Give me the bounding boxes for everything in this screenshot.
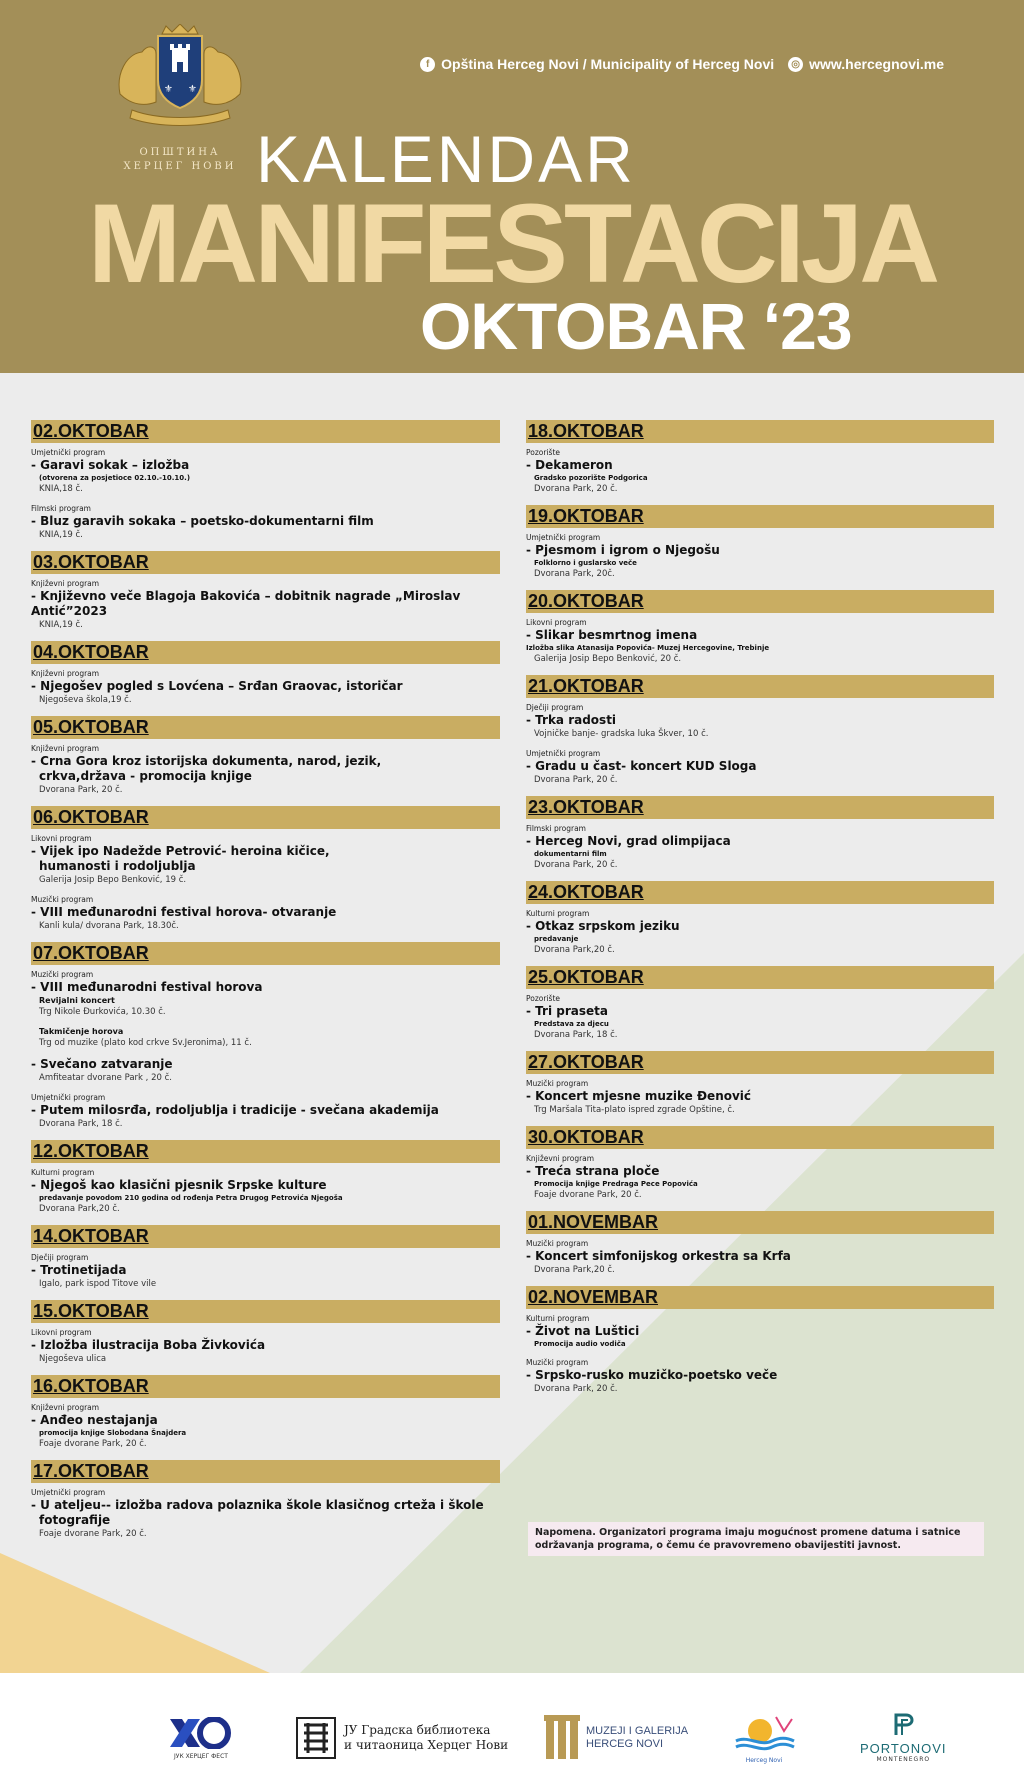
facebook-icon: f (420, 57, 435, 72)
event-title (31, 1057, 500, 1072)
day-block (526, 796, 994, 871)
event-subtitle: predavanje povodom 210 godina od rođenja Petra Drugog Petrovića Njegoša (39, 1194, 343, 1202)
day-block (526, 675, 994, 786)
event-category: Likovni program (31, 1328, 92, 1337)
day-block (526, 1126, 994, 1201)
herceg-fest-logo-icon (168, 1717, 234, 1749)
event-title (526, 543, 994, 558)
day-block (31, 942, 500, 1130)
event-item (31, 833, 500, 886)
date-label: 15.OKTOBAR (33, 1301, 149, 1321)
event-title-line1: - Književno veče Blagoja Bakovića – dobitnik nagrade „Miroslav Antić”2023 (31, 589, 461, 618)
event-title-line1: - Pjesmom i igrom o Njegošu (526, 543, 720, 557)
event-item (526, 1153, 994, 1201)
event-item (526, 1078, 994, 1116)
event-title-line1: - Izložba ilustracija Boba Živkovića (31, 1338, 266, 1352)
event-subtitle: Izložba slika Atanasija Popovića- Muzej Hercegovine, Trebinje (526, 644, 770, 652)
event-category: Kulturni program (526, 1314, 590, 1323)
event-subtitle: dokumentarni film (534, 850, 607, 858)
event-category: Kulturni program (31, 1168, 95, 1177)
event-category: Umjetnički program (31, 1488, 106, 1497)
event-subtitle: Promocija knjige Predraga Pece Popovića (534, 1180, 698, 1188)
event-item (526, 702, 994, 740)
social-links (420, 56, 944, 72)
event-category: Književni program (526, 1154, 595, 1163)
date-header (31, 806, 500, 829)
event-title (526, 834, 994, 849)
library-name-line1: ЈУ Градска библиотека (344, 1723, 491, 1737)
date-header (31, 1225, 500, 1248)
event-category: Muzički program (526, 1239, 589, 1248)
event-subtitle: Gradsko pozorište Podgorica (534, 474, 648, 482)
event-category: Muzički program (526, 1079, 589, 1088)
event-item (31, 1327, 500, 1365)
tourism-caption: Herceg Novi (745, 1756, 783, 1764)
day-block (31, 1140, 500, 1215)
event-title (526, 1164, 994, 1179)
event-category: Dječiji program (31, 1253, 89, 1262)
logo-city-library (296, 1713, 508, 1763)
event-title-line1: - U ateljeu-- izložba radova polaznika škole klasičnog crteža i škole (31, 1498, 484, 1512)
sponsor-footer (0, 1673, 1024, 1792)
event-title-line1: - Trka radosti (526, 713, 617, 727)
event-title-line1: - Njegoš kao klasični pjesnik Srpske kulture (31, 1178, 327, 1192)
event-title-line2: crkva,država - promocija knjige (39, 769, 252, 783)
date-header (526, 796, 994, 819)
event-item (31, 1167, 500, 1215)
day-block (526, 1211, 994, 1276)
date-header (31, 1460, 500, 1483)
date-header (526, 1126, 994, 1149)
event-title (31, 1178, 500, 1193)
tourism-logo-icon (732, 1713, 796, 1753)
day-block (31, 716, 500, 796)
date-label: 02.NOVEMBAR (528, 1287, 659, 1307)
day-block (526, 966, 994, 1041)
day-block (31, 420, 500, 541)
event-item (31, 1252, 500, 1290)
event-category: Umjetnički program (526, 533, 601, 542)
date-header (526, 1286, 994, 1309)
event-venue: KNIA,19 č. (39, 530, 83, 540)
event-title (31, 844, 500, 874)
event-venue: Trg od muzike (plato kod crkve Sv.Jeronima), 11 č. (39, 1038, 252, 1048)
event-title-line1: - Slikar besmrtnog imena (526, 628, 698, 642)
event-title-line1: - Putem milosrđa, rodoljublja i tradicije - svečana akademija (31, 1103, 439, 1117)
date-header (526, 505, 994, 528)
event-title-line2: humanosti i rodoljublja (39, 859, 196, 873)
date-header (526, 1051, 994, 1074)
event-venue: Dvorana Park, 18 č. (39, 1119, 123, 1129)
event-item (526, 1357, 994, 1395)
event-venue: Foaje dvorane Park, 20 č. (534, 1190, 642, 1200)
day-block (31, 1300, 500, 1365)
event-title-line1: - Tri praseta (526, 1004, 608, 1018)
date-label: 21.OKTOBAR (528, 676, 644, 696)
event-title (31, 754, 500, 784)
header-banner (0, 0, 1024, 373)
portonovi-name: PORTONOVI (860, 1741, 947, 1756)
event-title (526, 1324, 994, 1339)
event-title-line1: - Koncert mjesne muzike Đenović (526, 1089, 752, 1103)
event-category: Muzički program (526, 1358, 589, 1367)
event-item (31, 1092, 500, 1130)
event-venue: Dvorana Park, 18 č. (534, 1030, 618, 1040)
event-item (526, 908, 994, 956)
library-name-line2: и читаоница Херцег Нови (344, 1738, 509, 1752)
event-venue: Dvorana Park,20 č. (534, 945, 615, 955)
event-venue: Dvorana Park, 20 č. (534, 484, 618, 494)
date-header (526, 1211, 994, 1234)
event-category: Umjetnički program (31, 448, 106, 457)
logo-museums-gallery (544, 1713, 688, 1763)
portonovi-country: MONTENEGRO (876, 1756, 931, 1763)
event-item (31, 969, 500, 1018)
event-title (526, 1089, 994, 1104)
date-header (31, 942, 500, 965)
event-title-line1: - Vijek ipo Nadežde Petrović- heroina kičice, (31, 844, 330, 858)
date-header (31, 1140, 500, 1163)
event-venue: Kanli kula/ dvorana Park, 18.30č. (39, 921, 179, 931)
event-title-line1: - Život na Luštici (526, 1324, 640, 1338)
event-item (31, 1026, 500, 1049)
event-item (526, 447, 994, 495)
disclaimer-note: Napomena. Organizatori programa imaju mogućnost promene datuma i satnice održavanja programa, o čemu će pravovremeno obavijestiti javnost. (528, 1522, 984, 1556)
event-item (31, 578, 500, 631)
event-category: Filmski program (526, 824, 586, 833)
event-subtitle: Promocija audio vodiča (534, 1340, 626, 1348)
event-category: Muzički program (31, 895, 94, 904)
event-subtitle: Predstava za djecu (534, 1020, 609, 1028)
event-title (526, 1004, 994, 1019)
date-header (526, 420, 994, 443)
event-category: Dječiji program (526, 703, 584, 712)
event-title (526, 919, 994, 934)
date-label: 27.OKTOBAR (528, 1052, 644, 1072)
date-label: 04.OKTOBAR (33, 642, 149, 662)
event-category: Muzički program (31, 970, 94, 979)
event-item (31, 447, 500, 495)
event-title (526, 458, 994, 473)
event-category: Filmski program (31, 504, 91, 513)
date-header (31, 716, 500, 739)
event-title-line1: - Gradu u čast- koncert KUD Sloga (526, 759, 757, 773)
museum-name-line1: MUZEJI I GALERIJA (586, 1725, 689, 1737)
event-item (31, 1487, 500, 1540)
event-title (31, 458, 500, 473)
event-category: Umjetnički program (526, 749, 601, 758)
event-title (31, 905, 500, 920)
date-label: 03.OKTOBAR (33, 552, 149, 572)
title-manifestacija: MANIFESTACIJA (87, 181, 937, 306)
event-title-line1: - Bluz garavih sokaka – poetsko-dokumentarni film (31, 514, 374, 528)
event-title-line1: - VIII međunarodni festival horova (31, 980, 263, 994)
event-title-line1: - Otkaz srpskom jeziku (526, 919, 680, 933)
event-venue: Njegoševa škola,19 č. (39, 695, 132, 705)
date-label: 14.OKTOBAR (33, 1226, 149, 1246)
schedule-right-column (526, 420, 994, 1405)
event-venue: Igalo, park ispod Titove vile (39, 1279, 157, 1289)
title-month: OKTOBAR ‘23 (420, 289, 852, 363)
event-venue: Dvorana Park, 20 č. (534, 860, 618, 870)
date-label: 24.OKTOBAR (528, 882, 644, 902)
event-venue: Foaje dvorane Park, 20 č. (39, 1439, 147, 1449)
day-block (526, 420, 994, 495)
event-item (526, 993, 994, 1041)
day-block (526, 1286, 994, 1395)
event-title (526, 713, 994, 728)
event-category: Književni program (31, 1403, 100, 1412)
event-title-line1: - Herceg Novi, grad olimpijaca (526, 834, 731, 848)
day-block (31, 806, 500, 932)
event-subtitle: Revijalni koncert (39, 996, 115, 1005)
event-category: Pozorište (526, 448, 560, 457)
facebook-link[interactable] (420, 56, 774, 72)
event-venue: Galerija Josip Bepo Benković, 20 č. (534, 654, 682, 664)
event-subtitle: (otvorena za posjetioce 02.10.-10.10.) (39, 474, 191, 482)
event-title (31, 1103, 500, 1118)
day-block (31, 1225, 500, 1290)
date-header (526, 881, 994, 904)
event-subtitle: predavanje (534, 935, 579, 943)
event-venue: Trg Maršala Tita-plato ispred zgrade Opštine, č. (534, 1105, 735, 1115)
date-header (31, 1375, 500, 1398)
event-venue: Dvorana Park, 20 č. (534, 1384, 618, 1394)
date-label: 18.OKTOBAR (528, 421, 644, 441)
facebook-label: Opština Herceg Novi / Municipality of Herceg Novi (441, 56, 775, 72)
event-subtitle: Folklorno i guslarsko veče (534, 559, 637, 567)
herceg-fest-caption: ЈУК ХЕРЦЕГ ФЕСТ (174, 1752, 228, 1760)
event-category: Kulturni program (526, 909, 590, 918)
date-label: 06.OKTOBAR (33, 807, 149, 827)
logo-herceg-fest (168, 1713, 234, 1763)
logo-herceg-novi-tourism (732, 1713, 796, 1763)
event-item (31, 668, 500, 706)
event-item (31, 1402, 500, 1450)
event-title-line2: fotografije (39, 1513, 111, 1527)
schedule-left-column (31, 420, 500, 1550)
event-title (526, 628, 994, 643)
event-title-line1: - VIII međunarodni festival horova- otvaranje (31, 905, 337, 919)
day-block (526, 881, 994, 956)
website-label: www.hercegnovi.me (809, 56, 944, 72)
coat-of-arms-icon (112, 24, 248, 128)
event-subtitle: promocija knjige Slobodana Šnajdera (39, 1429, 187, 1437)
event-title (31, 1263, 500, 1278)
event-title (31, 514, 500, 529)
day-block (31, 641, 500, 706)
globe-icon: ◎ (788, 57, 803, 72)
event-category: Umjetnički program (31, 1093, 106, 1102)
event-title-line1: - Njegošev pogled s Lovćena – Srđan Graovac, istoričar (31, 679, 403, 693)
event-venue: Galerija Josip Bepo Benković, 19 č. (39, 875, 187, 885)
title-kalendar: KALENDAR (256, 122, 636, 196)
event-title (31, 589, 500, 619)
event-venue: Amfiteatar dvorane Park , 20 č. (39, 1073, 172, 1083)
event-title (31, 1338, 500, 1353)
date-header (526, 966, 994, 989)
event-item (31, 894, 500, 932)
event-venue: Vojničke banje- gradska luka Škver, 10 č. (534, 729, 709, 739)
event-item (31, 743, 500, 796)
event-title (31, 980, 500, 995)
event-title-line1: - Trotinetijada (31, 1263, 127, 1277)
website-link[interactable] (788, 56, 944, 72)
event-category: Likovni program (31, 834, 92, 843)
event-category: Književni program (31, 744, 100, 753)
event-item (31, 503, 500, 541)
municipality-name (112, 146, 248, 174)
event-title-line1: - Crna Gora kroz istorijska dokumenta, narod, jezik, (31, 754, 382, 768)
date-header (31, 1300, 500, 1323)
event-venue: Dvorana Park,20 č. (534, 1265, 615, 1275)
date-header (526, 675, 994, 698)
svg-text:⚜: ⚜ (164, 84, 173, 95)
museum-name-line2: HERCEG NOVI (586, 1738, 664, 1750)
event-subtitle: Takmičenje horova (39, 1027, 124, 1036)
date-label: 01.NOVEMBAR (528, 1212, 659, 1232)
date-label: 25.OKTOBAR (528, 967, 644, 987)
event-item (526, 1238, 994, 1276)
day-block (526, 505, 994, 580)
logo-portonovi (860, 1713, 947, 1763)
event-venue: Dvorana Park, 20č. (534, 569, 615, 579)
date-header (31, 551, 500, 574)
date-label: 30.OKTOBAR (528, 1127, 644, 1147)
svg-text:⚜: ⚜ (188, 84, 197, 95)
event-title-line1: - Svečano zatvaranje (31, 1057, 173, 1071)
day-block (31, 1460, 500, 1540)
event-title-line1: - Garavi sokak – izložba (31, 458, 190, 472)
date-label: 02.OKTOBAR (33, 421, 149, 441)
event-item (526, 532, 994, 580)
date-label: 05.OKTOBAR (33, 717, 149, 737)
event-item (526, 823, 994, 871)
municipality-name-line1: ОПШТИНА (139, 147, 221, 158)
event-title (526, 759, 994, 774)
event-title-line1: - Treća strana ploče (526, 1164, 660, 1178)
event-title (526, 1368, 994, 1383)
event-venue: Foaje dvorane Park, 20 č. (39, 1529, 147, 1539)
event-item (31, 1057, 500, 1084)
event-item (526, 1313, 994, 1349)
event-venue: KNIA,19 č. (39, 620, 83, 630)
event-venue: Njegoševa ulica (39, 1354, 107, 1364)
event-category: Književni program (31, 669, 100, 678)
event-title-line1: - Koncert simfonijskog orkestra sa Krfa (526, 1249, 791, 1263)
date-label: 23.OKTOBAR (528, 797, 644, 817)
event-venue: Dvorana Park, 20 č. (39, 785, 123, 795)
museum-logo-icon (544, 1715, 580, 1761)
day-block (31, 551, 500, 631)
date-label: 17.OKTOBAR (33, 1461, 149, 1481)
library-logo-icon (296, 1717, 336, 1759)
event-category: Likovni program (526, 618, 587, 627)
event-item (526, 748, 994, 786)
event-title-line1: - Srpsko-rusko muzičko-poetsko veče (526, 1368, 778, 1382)
municipality-name-line2: ХЕРЦЕГ НОВИ (123, 161, 237, 172)
event-title (526, 1249, 994, 1264)
portonovi-logo-icon (888, 1713, 918, 1737)
date-label: 16.OKTOBAR (33, 1376, 149, 1396)
event-venue: Dvorana Park, 20 č. (534, 775, 618, 785)
day-block (526, 1051, 994, 1116)
event-title-line1: - Anđeo nestajanja (31, 1413, 158, 1427)
event-title (31, 679, 500, 694)
date-header (31, 420, 500, 443)
day-block (31, 1375, 500, 1450)
date-label: 20.OKTOBAR (528, 591, 644, 611)
event-item (526, 617, 994, 665)
event-title (31, 1413, 500, 1428)
date-label: 19.OKTOBAR (528, 506, 644, 526)
date-header (526, 590, 994, 613)
event-title (31, 1498, 500, 1528)
event-category: Književni program (31, 579, 100, 588)
date-label: 07.OKTOBAR (33, 943, 149, 963)
event-category: Pozorište (526, 994, 560, 1003)
event-venue: Dvorana Park,20 č. (39, 1204, 120, 1214)
event-title-line1: - Dekameron (526, 458, 613, 472)
event-venue: KNIA,18 č. (39, 484, 83, 494)
date-header (31, 641, 500, 664)
event-venue: Trg Nikole Đurkovića, 10.30 č. (39, 1007, 166, 1017)
day-block (526, 590, 994, 665)
date-label: 12.OKTOBAR (33, 1141, 149, 1161)
